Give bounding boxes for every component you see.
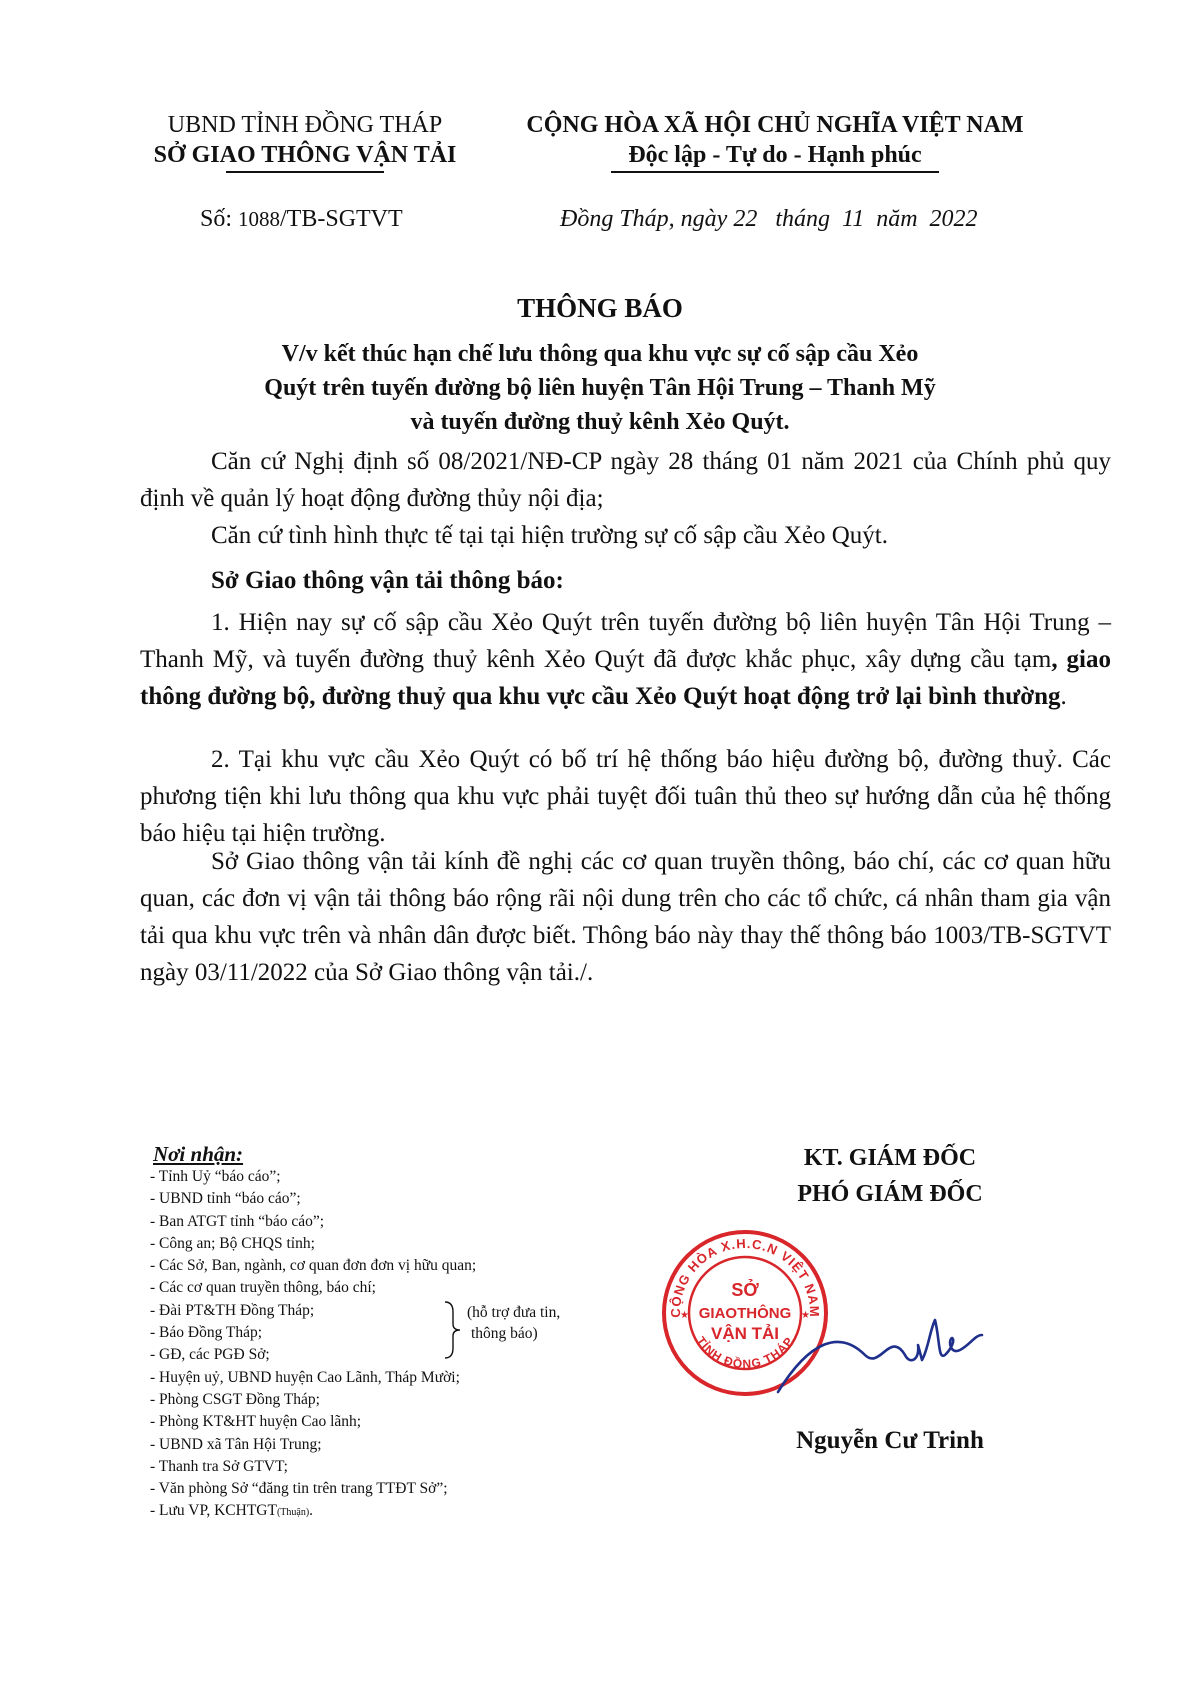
legal-basis-1: Căn cứ Nghị định số 08/2021/NĐ-CP ngày 28 tháng 01 năm 2021 của Chính phủ quy định về quản lý hoạt động đường thủy nội địa; [140,448,1111,512]
recipient-item: - Phòng KT&HT huyện Cao lãnh; [150,1413,362,1431]
brace-note-line-1: (hỗ trợ đưa tin, [467,1304,561,1321]
seal-bottom-text: TỈNH ĐỒNG THÁP [693,1334,797,1372]
body-item-1 [140,604,1111,715]
recipient-item: - Các Sở, Ban, ngành, cơ quan đơn đơn vị hữu quan; [150,1257,477,1275]
national-motto: Độc lập - Tự do - Hạnh phúc [628,142,922,168]
recipient-item: - Phòng CSGT Đồng Tháp; [150,1390,320,1408]
item-1-text: 1. Hiện nay sự cố sập cầu Xẻo Quýt trên tuyến đường bộ liên huyện Tân Hội Trung – Thanh Mỹ, và tuyến đường thuỷ kênh Xẻo Quýt đã được khắc phục, xây dựng cầu tạm [140,609,1111,673]
signer-role-line-1: KT. GIÁM ĐỐC [803,1145,977,1171]
national-title [495,110,1055,173]
authority-line-2: SỞ GIAO THÔNG VẬN TẢI [153,142,457,168]
recipient-item: - UBND tỉnh “báo cáo”; [150,1190,301,1208]
recipient-item: - Tỉnh Uỷ “báo cáo”; [150,1168,281,1185]
brace-note [467,1302,560,1344]
seal-center-line-1: SỞ [731,1280,759,1300]
signer-role-line-2: PHÓ GIÁM ĐỐC [797,1181,983,1207]
recipient-item: - Thanh tra Sở GTVT; [150,1457,288,1475]
authority-line-1: UBND TỈNH ĐỒNG THÁP [167,112,443,138]
seal-star-left: ★ [680,1310,689,1321]
document-title: THÔNG BÁO [517,293,683,323]
motto-underline [611,171,939,173]
seal-star-right: ★ [801,1310,810,1321]
doc-no-prefix: Số: [200,206,239,232]
recipient-item: - UBND xã Tân Hội Trung; [150,1435,322,1453]
seal-ring-text: CỘNG HÒA X.H.C.N VIỆT NAM [667,1235,823,1318]
recipient-item: - GĐ, các PGĐ Sở; [150,1346,270,1364]
subject-line-3: và tuyến đường thuỷ kênh Xẻo Quýt. [410,409,790,435]
doc-no-suffix: /TB-SGTVT [280,206,403,232]
recipient-item-last [150,1500,476,1524]
item-1-end: . [1060,683,1067,710]
recipient-last-end: . [309,1502,314,1520]
document-number [200,206,403,233]
closing-paragraph: Sở Giao thông vận tải kính đề nghị các cơ quan truyền thông, báo chí, các cơ quan hữu quan, các đơn vị vận tải thông báo rộng rãi nội dung trên cho các tổ chức, cá nhân tham gia vận tải qua khu vực trên và nhân dân được biết. Thông báo này thay thế thông báo 1003/TB-SGTVT ngày 03/11/2022 của Sở Giao thông vận tải./. [140,848,1111,986]
body-item-2: 2. Tại khu vực cầu Xẻo Quýt có bố trí hệ thống báo hiệu đường bộ, đường thuỷ. Các phương tiện khi lưu thông qua khu vực phải tuyệt đối tuân thủ theo sự hướng dẫn của hệ thống báo hiệu tại hiện trường. [140,746,1111,847]
recipient-last-text: - Lưu VP, KCHTGT [150,1502,277,1520]
recipient-item: - Báo Đồng Tháp; [150,1324,263,1342]
legal-basis-2: Căn cứ tình hình thực tế tại tại hiện trường sự cố sập cầu Xẻo Quýt. [211,522,888,549]
seal-center-line-3: VẬN TẢI [711,1324,779,1343]
authority-underline [226,171,384,173]
document-subject [180,337,1020,439]
recipient-item: - Huyện uỷ, UBND huyện Cao Lãnh, Tháp Mười; [150,1368,460,1386]
recipient-item: - Ban ATGT tỉnh “báo cáo”; [150,1212,325,1230]
announcement-heading: Sở Giao thông vận tải thông báo: [211,567,564,594]
recipient-item: - Công an; Bộ CHQS tỉnh; [150,1234,315,1252]
seal-center-line-2: GIAOTHÔNG [698,1305,792,1322]
country-name: CỘNG HÒA XÃ HỘI CHỦ NGHĨA VIỆT NAM [526,112,1024,138]
recipients-list [150,1166,476,1525]
subject-line-1: V/v kết thúc hạn chế lưu thông qua khu vực sự cố sập cầu Xẻo [281,341,919,367]
recipients-title: Nơi nhận: [153,1142,244,1166]
issuing-authority [125,110,485,173]
signer-role [740,1140,1040,1212]
item-1-emphasis: , giao thông đường bộ, đường thuỷ qua khu vực cầu Xẻo Quýt hoạt động trở lại bình thường [140,646,1111,710]
recipient-item: - Đài PT&TH Đồng Tháp; [150,1301,315,1319]
subject-line-2: Quýt trên tuyến đường bộ liên huyện Tân Hội Trung – Thanh Mỹ [264,375,936,401]
place-and-date: Đồng Tháp, ngày 22 tháng 11 năm 2022 [560,206,978,232]
brace-note-line-2: thông báo) [471,1325,538,1342]
recipient-last-suffix: (Thuận) [276,1507,310,1519]
signer-name: Nguyễn Cư Trinh [796,1427,984,1454]
handwritten-signature [770,1300,990,1410]
grouping-brace [443,1300,463,1360]
recipient-item: - Văn phòng Sở “đăng tin trên trang TTĐT Sở”; [150,1480,448,1498]
doc-no-number: 1088 [238,207,281,231]
recipient-item: - Các cơ quan truyền thông, báo chí; [150,1279,376,1297]
